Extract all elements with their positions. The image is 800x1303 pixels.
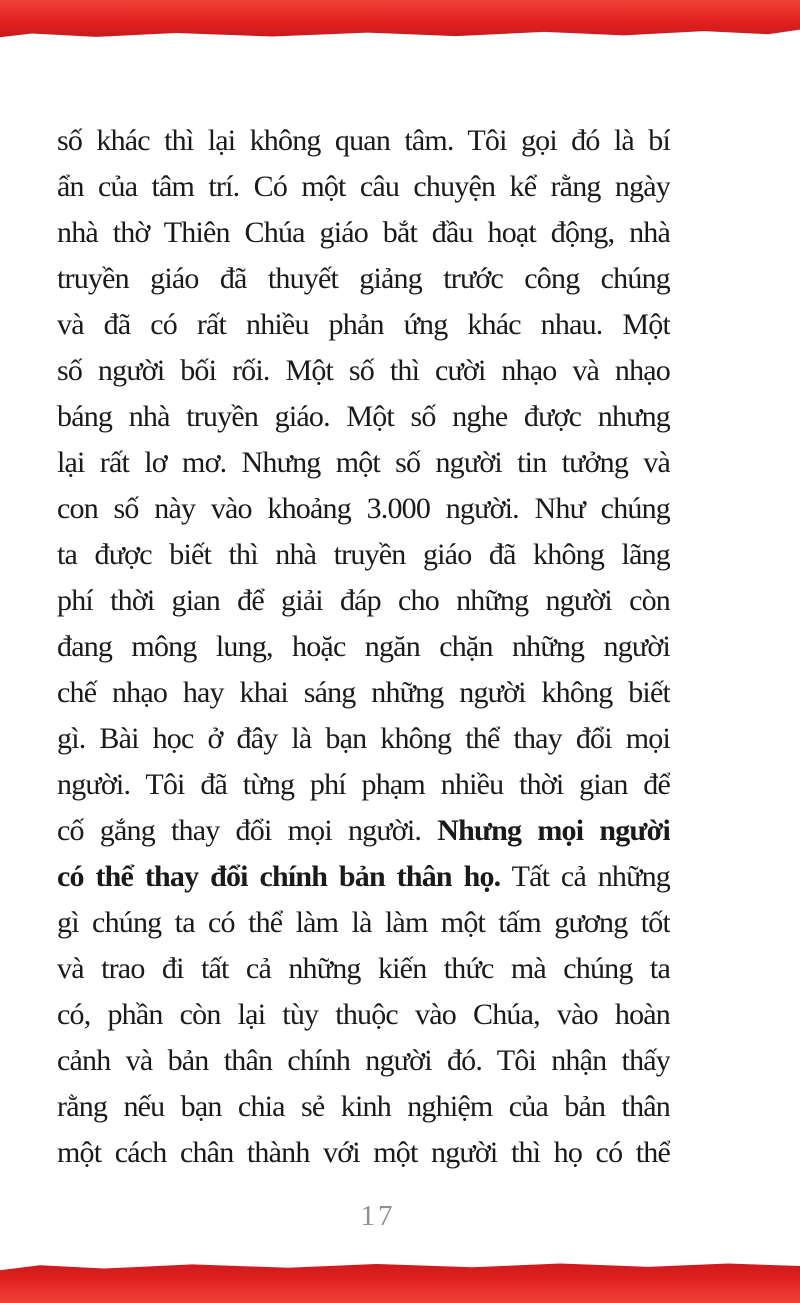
text-segment: số khác thì lại không quan tâm. Tôi gọi đó là bí [57,124,670,157]
text-segment: lại rất lơ mơ. Nhưng một số người tin tưởng và [57,446,670,479]
text-line [57,946,670,992]
red-page-edge-bottom [0,1261,800,1303]
text-segment: và trao đi tất cả những kiến thức mà chúng ta [57,952,670,985]
text-line [57,624,670,670]
text-segment: và đã có rất nhiều phản ứng khác nhau. Một [57,308,670,341]
text-segment: đang mông lung, hoặc ngăn chặn những người [57,630,670,663]
text-segment: người. Tôi đã từng phí phạm nhiều thời gian để [57,768,670,801]
page-number: 17 [360,1200,396,1232]
text-line [57,578,670,624]
paragraph-text [57,118,670,1176]
text-segment: con số này vào khoảng 3.000 người. Như chúng [57,492,670,525]
text-segment: báng nhà truyền giáo. Một số nghe được nhưng [57,400,670,433]
text-segment: có, phần còn lại tùy thuộc vào Chúa, vào hoàn [57,998,670,1031]
text-segment: Tất cả những [500,860,670,893]
text-line [57,440,670,486]
text-segment: truyền giáo đã thuyết giảng trước công chúng [57,262,670,295]
text-segment: ẩn của tâm trí. Có một câu chuyện kể rằng ngày [57,170,670,203]
text-segment: số người bối rối. Một số thì cười nhạo và nhạo [57,354,670,387]
text-line [57,716,670,762]
text-line [57,1038,670,1084]
text-line [57,256,670,302]
text-line [57,854,670,900]
text-segment: phí thời gian để giải đáp cho những người còn [57,584,670,617]
text-line [57,992,670,1038]
text-segment: Nhưng mọi người [437,814,670,847]
text-segment: ta được biết thì nhà truyền giáo đã không lãng [57,538,670,571]
text-line [57,762,670,808]
text-segment: gì chúng ta có thể làm là làm một tấm gương tốt [57,906,670,939]
red-page-edge-top [0,0,800,38]
text-line [57,394,670,440]
text-line [57,1130,670,1176]
text-segment: có thể thay đổi chính bản thân họ. [57,860,501,893]
text-segment: cố gắng thay đổi mọi người. [57,814,438,847]
text-segment: gì. Bài học ở đây là bạn không thể thay đổi mọi [57,722,670,755]
text-segment: cảnh và bản thân chính người đó. Tôi nhận thấy [57,1044,670,1077]
text-line [57,670,670,716]
text-segment: một cách chân thành với một người thì họ có thể [57,1136,670,1169]
text-line [57,210,670,256]
text-line [57,808,670,854]
text-line [57,900,670,946]
text-line [57,486,670,532]
text-segment: chế nhạo hay khai sáng những người không biết [57,676,670,709]
text-line [57,1084,670,1130]
text-segment: rằng nếu bạn chia sẻ kinh nghiệm của bản thân [57,1090,670,1123]
text-line [57,164,670,210]
text-line [57,348,670,394]
text-line [57,532,670,578]
text-line [57,118,670,164]
text-segment: nhà thờ Thiên Chúa giáo bắt đầu hoạt động, nhà [57,216,670,249]
text-line [57,302,670,348]
